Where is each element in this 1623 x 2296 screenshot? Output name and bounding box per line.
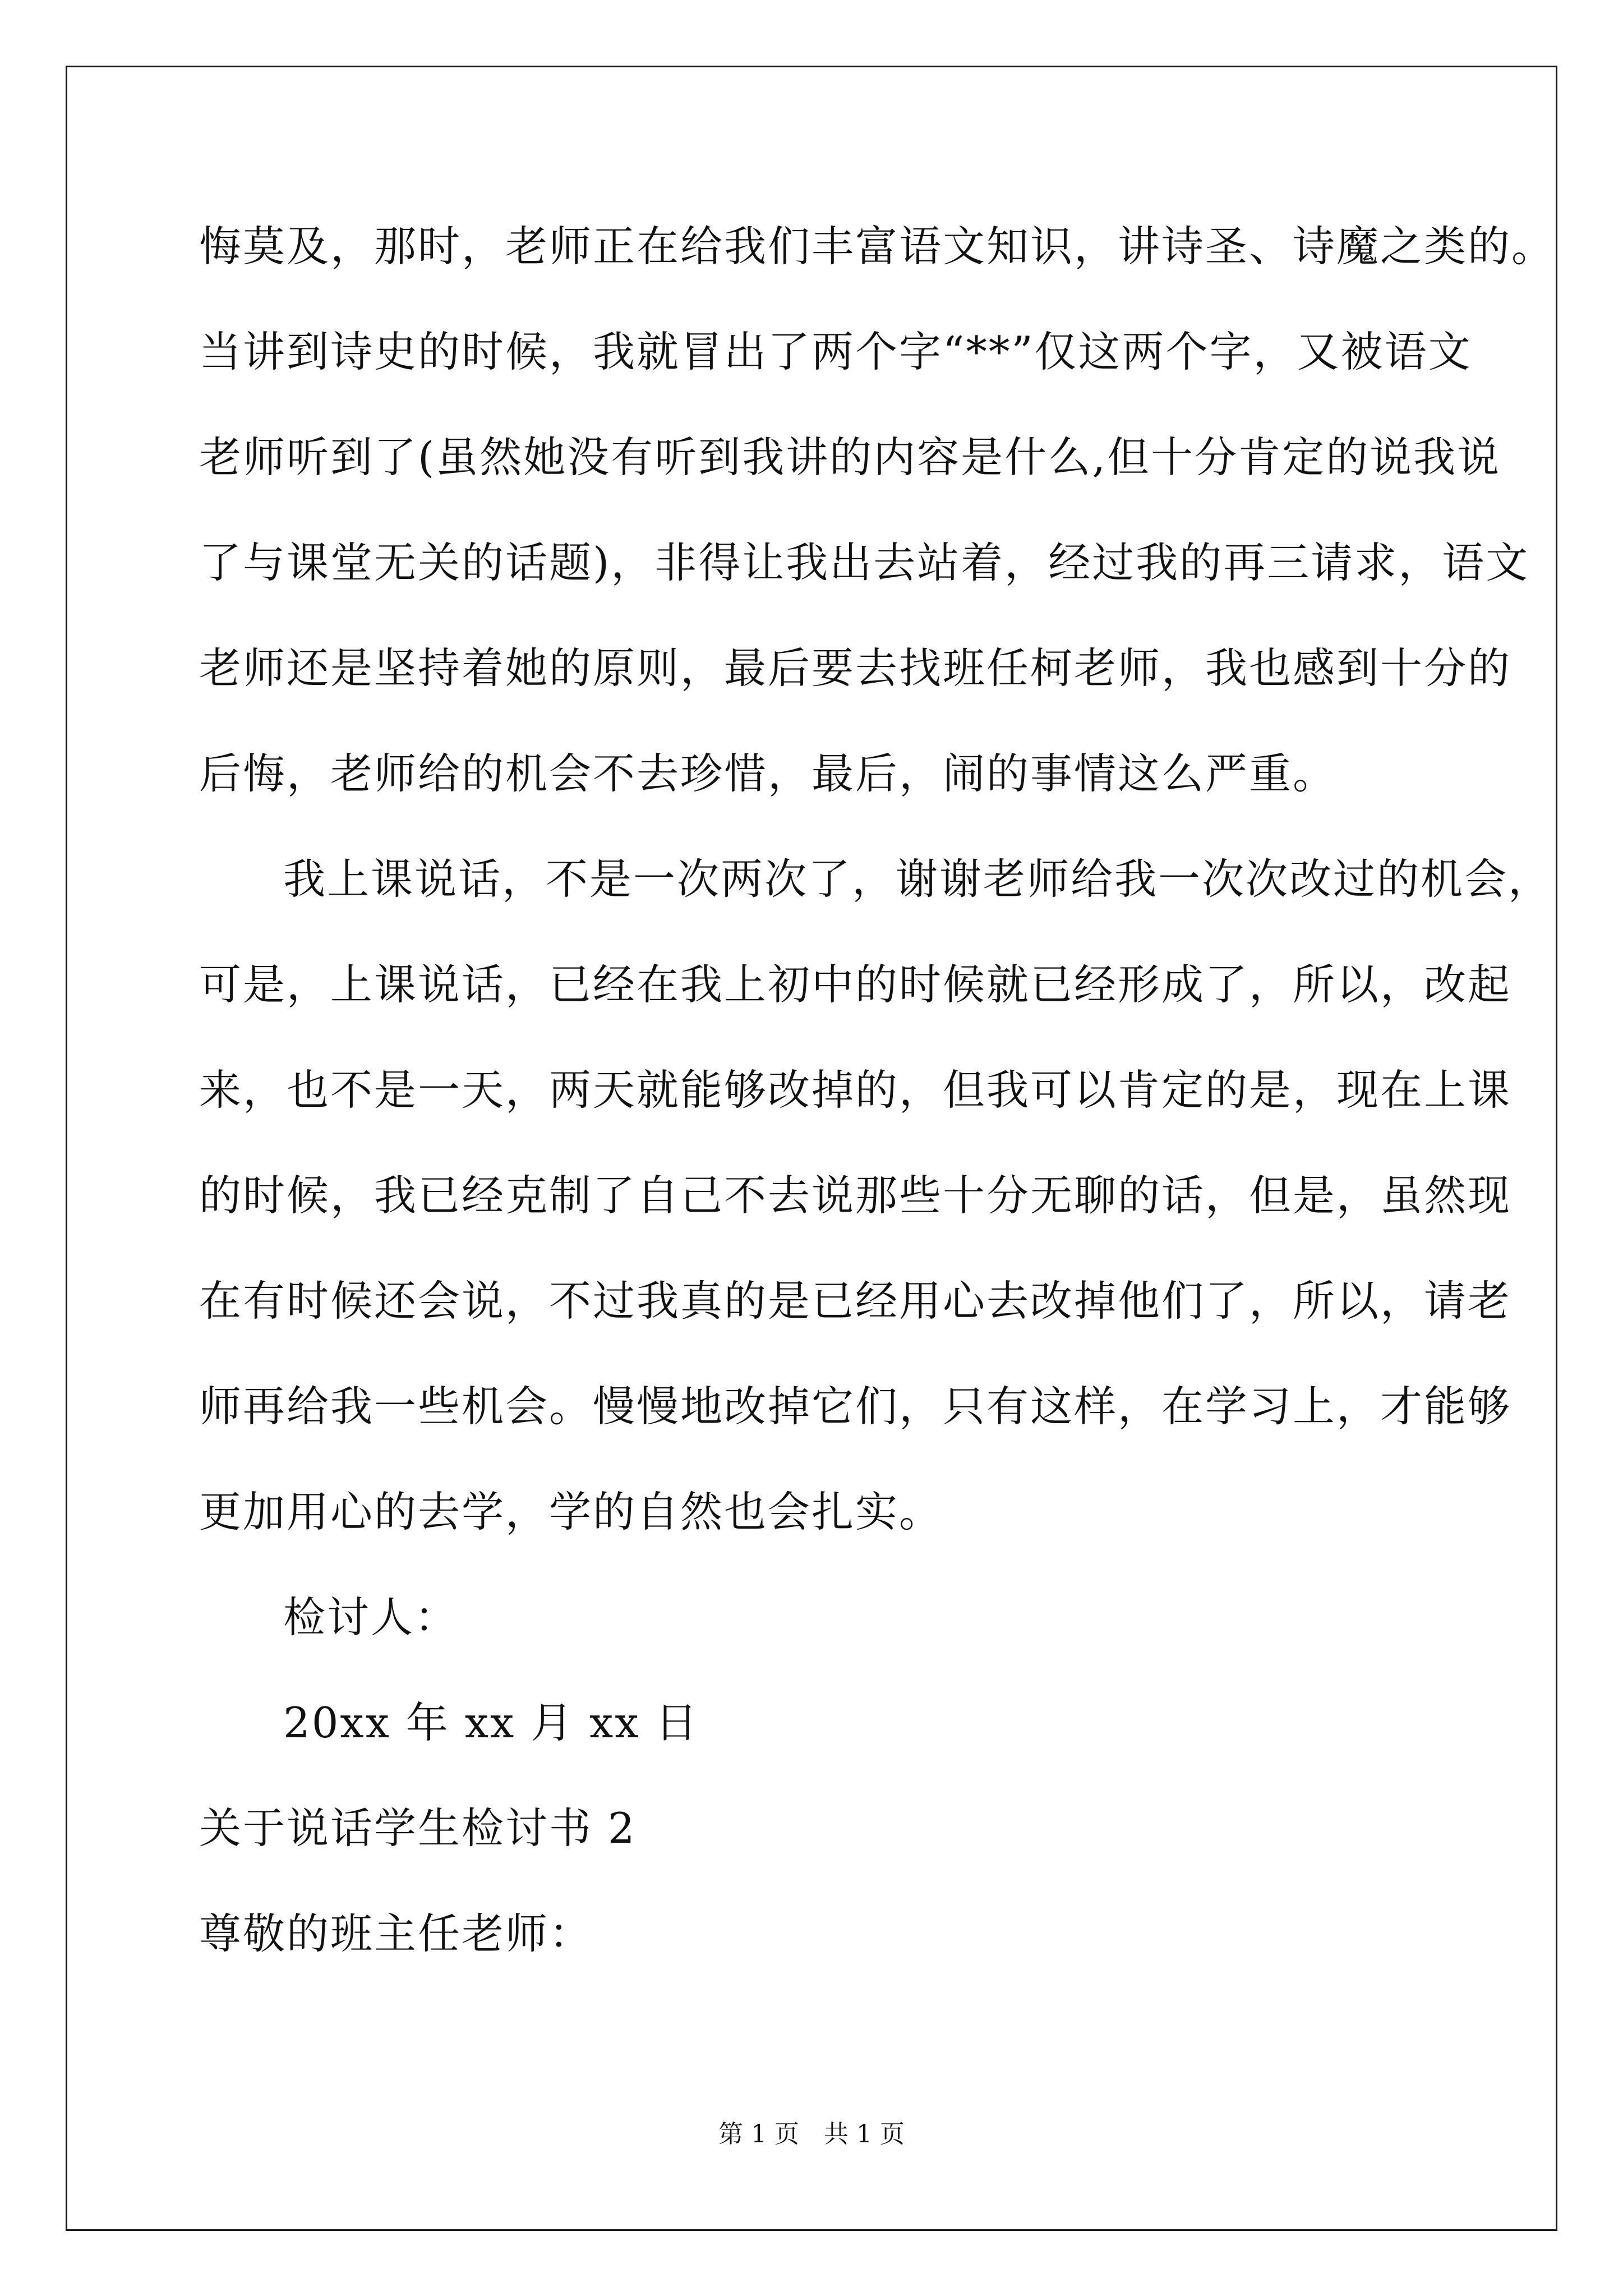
text-line: 老师听到了(虽然她没有听到我讲的内容是什么,但十分肯定的说我说 xyxy=(199,432,1501,482)
text-line: 更加用心的去学，学的自然也会扎实。 xyxy=(199,1487,943,1536)
text-line: 当讲到诗史的时候，我就冒出了两个字“**”仅这两个字，又被语文 xyxy=(199,327,1472,376)
text-line: 关于说话学生检讨书 2 xyxy=(199,1803,637,1853)
text-line: 我上课说话，不是一次两次了，谢谢老师给我一次次改过的机会， xyxy=(283,854,1552,904)
text-line: 20xx 年 xx 月 xx 日 xyxy=(283,1698,699,1747)
text-line: 在有时候还会说，不过我真的是已经用心去改掉他们了，所以，请老 xyxy=(199,1276,1512,1326)
text-line: 师再给我一些机会。慢慢地改掉它们，只有这样，在学习上，才能够 xyxy=(199,1382,1512,1431)
text-line: 悔莫及，那时，老师正在给我们丰富语文知识，讲诗圣、诗魔之类的。 xyxy=(199,222,1556,271)
text-line: 老师还是坚持着她的原则，最后要去找班任柯老师，我也感到十分的 xyxy=(199,643,1512,693)
text-line: 后悔，老师给的机会不去珍惜，最后，闹的事情这么严重。 xyxy=(199,749,1337,798)
text-line: 了与课堂无关的话题)，非得让我出去站着，经过我的再三请求，语文 xyxy=(199,538,1530,587)
text-line: 来，也不是一天，两天就能够改掉的，但我可以肯定的是，现在上课 xyxy=(199,1065,1512,1115)
text-line: 检讨人： xyxy=(283,1593,459,1642)
text-line: 尊敬的班主任老师： xyxy=(199,1909,593,1958)
document-body xyxy=(199,194,1556,1986)
text-line: 可是，上课说话，已经在我上初中的时候就已经形成了，所以，改起 xyxy=(199,960,1512,1009)
text-line: 的时候，我已经克制了自己不去说那些十分无聊的话，但是，虽然现 xyxy=(199,1171,1512,1220)
page-number-footer: 第 1 页 共 1 页 xyxy=(718,2120,905,2148)
